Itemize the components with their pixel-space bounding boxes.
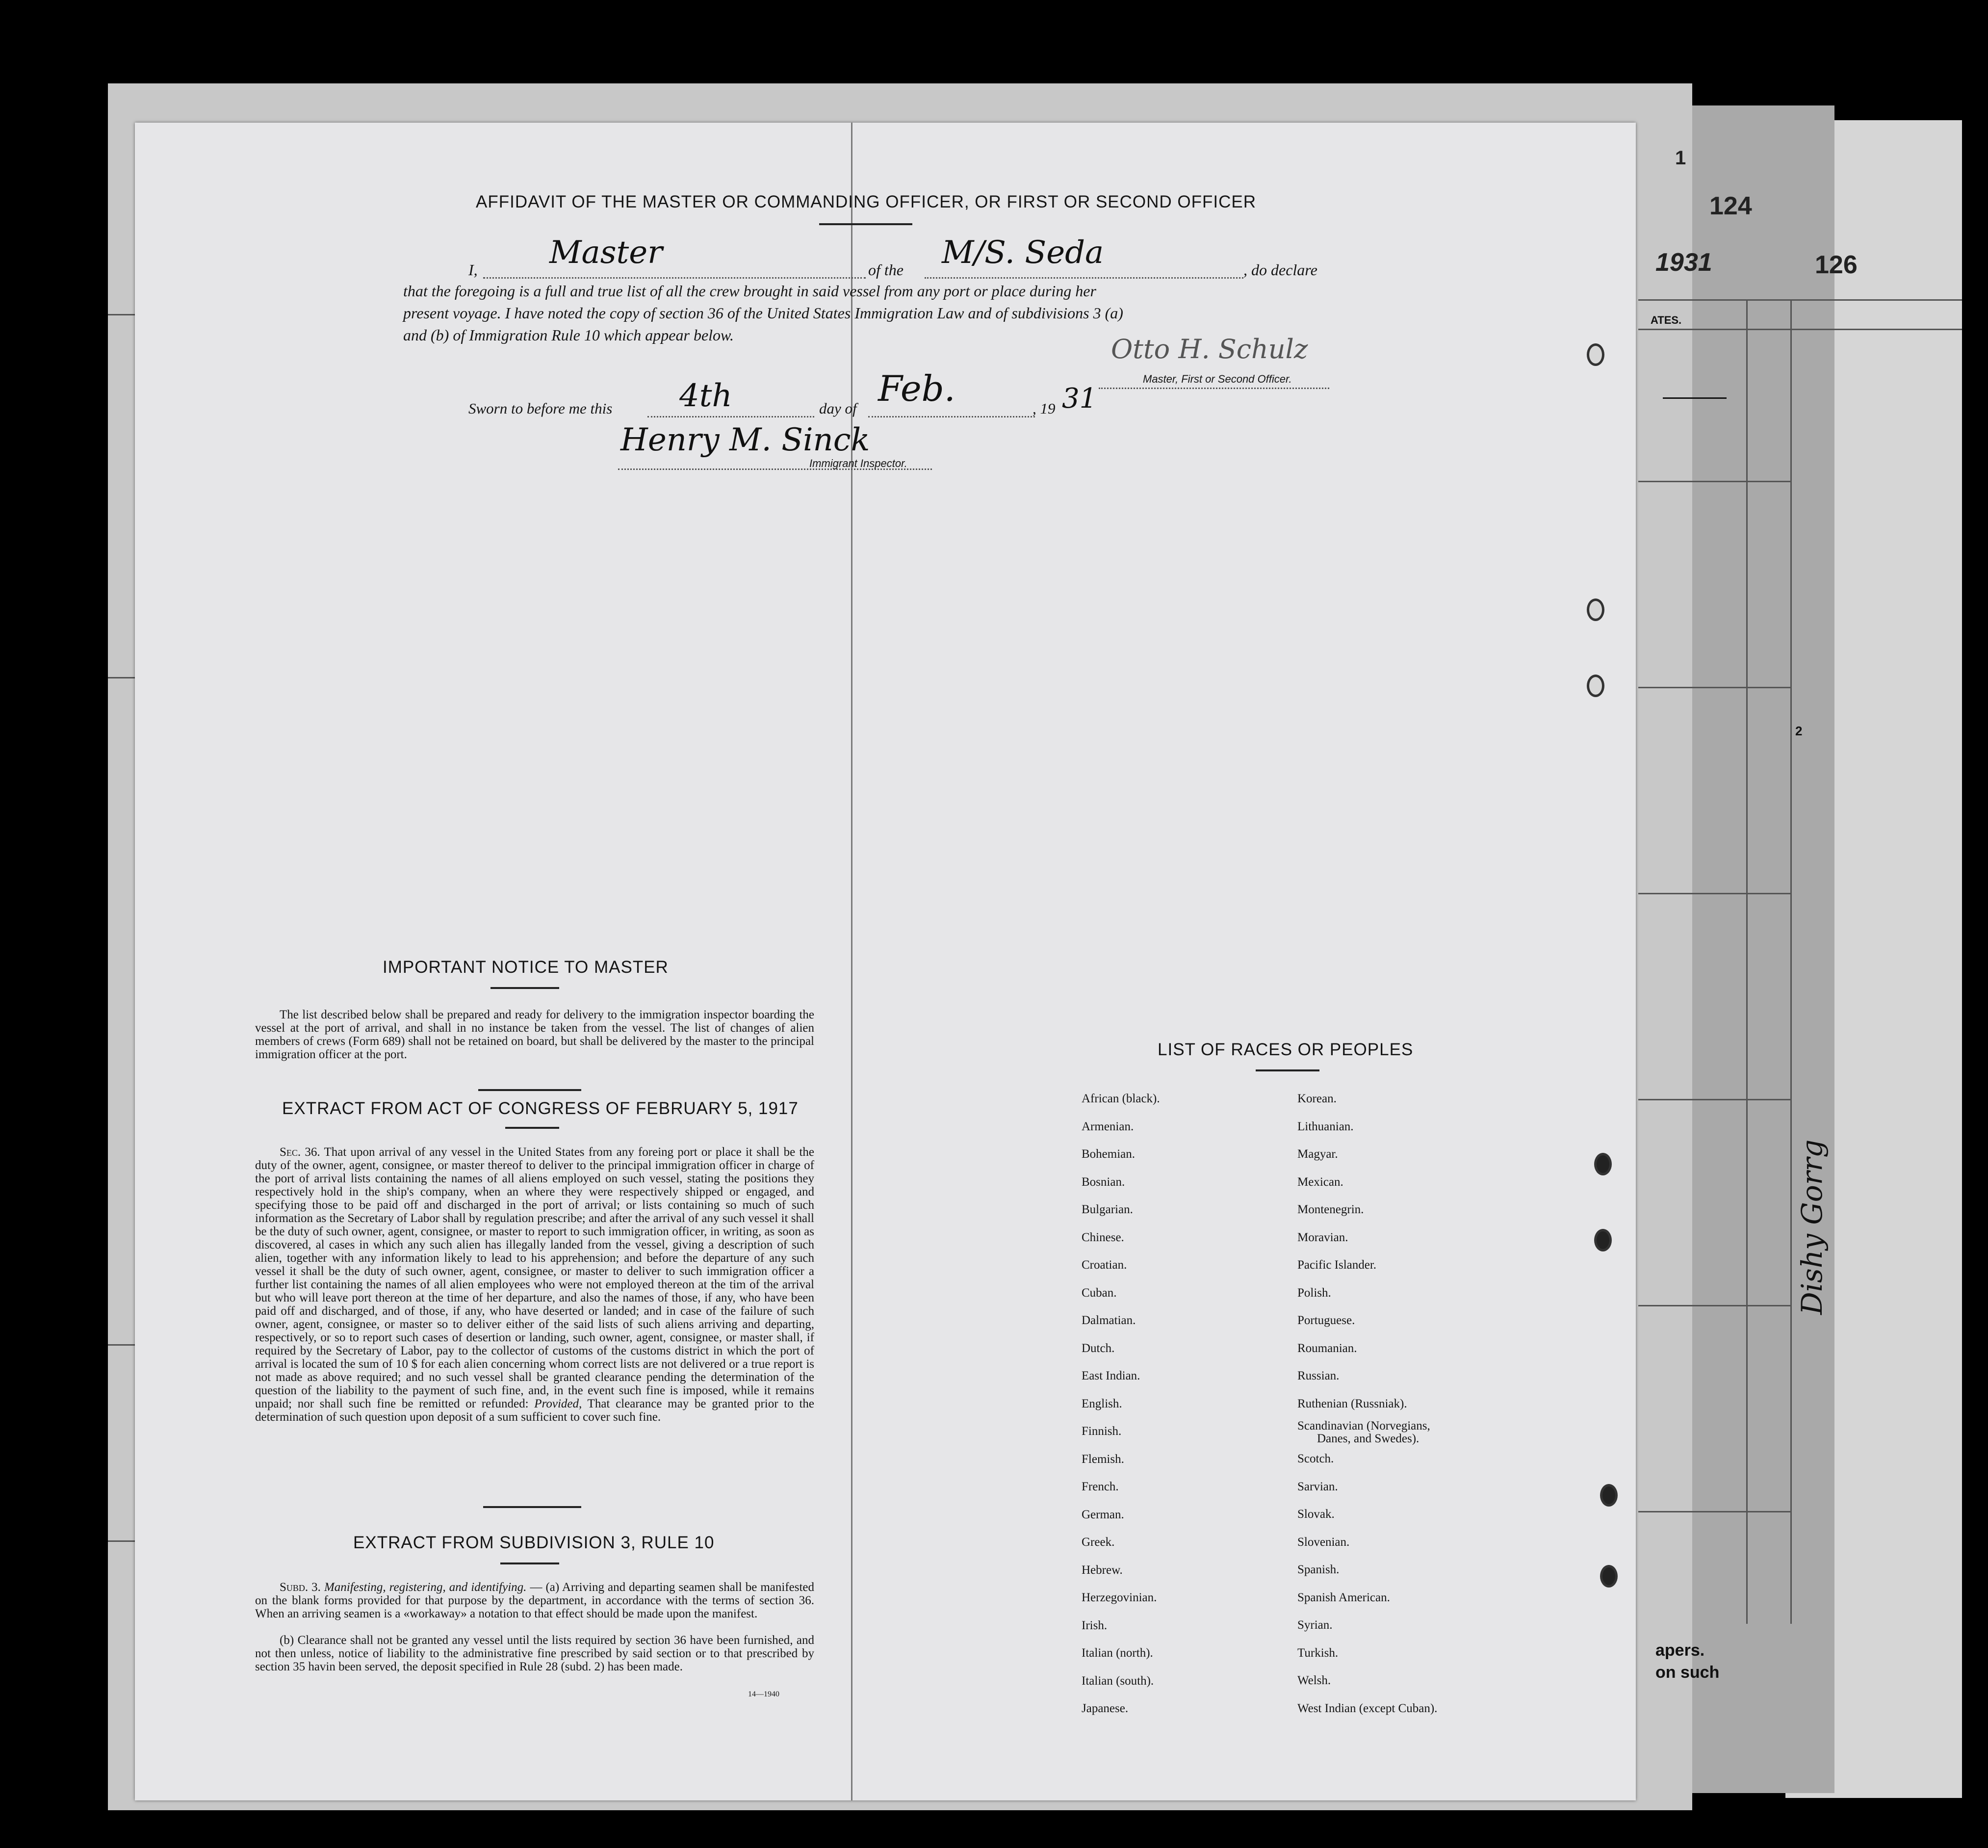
races-title: LIST OF RACES OR PEOPLES	[1158, 1040, 1414, 1059]
act-body	[255, 1145, 814, 1424]
race-item: East Indian.	[1082, 1369, 1140, 1382]
race-item: Spanish.	[1297, 1563, 1340, 1576]
race-item: French.	[1082, 1480, 1119, 1493]
races-right-column	[1297, 1085, 1437, 1722]
race-item: Pacific Islander.	[1297, 1258, 1377, 1272]
back-grid-line	[1638, 893, 1790, 894]
rule-subd-label: Subd. 3.	[280, 1581, 321, 1594]
race-item: Hebrew.	[1082, 1563, 1123, 1577]
race-item: Italian (south).	[1082, 1674, 1154, 1688]
race-item: Mexican.	[1297, 1175, 1343, 1189]
back-number-1: 1	[1675, 147, 1686, 169]
race-item: Japanese.	[1082, 1702, 1129, 1715]
race-item: Turkish.	[1297, 1646, 1339, 1660]
binder-hole	[1594, 1153, 1612, 1175]
binder-hole	[1587, 599, 1604, 621]
binder-hole	[1600, 1484, 1618, 1507]
binder-hole	[1587, 675, 1604, 697]
affidavit-line-3: present voyage. I have noted the copy of section 36 of the United States Immigration Law and of subdivisions 3 (a)	[403, 304, 1123, 322]
race-item: Ruthenian (Russniak).	[1297, 1397, 1407, 1410]
officer-caption: Master, First or Second Officer.	[1143, 373, 1292, 385]
affidavit-of-the: of the	[868, 261, 904, 279]
month-blank-line	[868, 416, 1035, 417]
race-item: Finnish.	[1082, 1425, 1122, 1438]
act-title-rule	[505, 1127, 559, 1129]
rule-title: EXTRACT FROM SUBDIVISION 3, RULE 10	[353, 1533, 715, 1552]
day-blank-line	[647, 416, 814, 417]
back-grid-line	[1638, 1305, 1790, 1306]
race-item: Syrian.	[1297, 1618, 1333, 1632]
race-item: Polish.	[1297, 1286, 1331, 1300]
race-item: Dutch.	[1082, 1341, 1115, 1355]
race-item: Chinese.	[1082, 1230, 1124, 1244]
race-item: Slovak.	[1297, 1508, 1335, 1521]
day-handwriting: 4th	[679, 378, 732, 414]
race-item: Welsh.	[1297, 1674, 1331, 1687]
binder-hole	[1594, 1229, 1612, 1251]
sworn-day-of: day of	[819, 400, 857, 417]
race-item: Korean.	[1297, 1092, 1337, 1105]
month-handwriting: Feb.	[878, 368, 955, 409]
master-blank-line	[483, 277, 866, 279]
race-item: Italian (north).	[1082, 1646, 1153, 1660]
race-item: Bulgarian.	[1082, 1203, 1133, 1216]
race-item: West Indian (except Cuban).	[1297, 1701, 1438, 1715]
sworn-year-print: , 19	[1033, 400, 1056, 417]
year-handwriting: 31	[1062, 383, 1097, 415]
act-body-text: That upon arrival of any vessel in the United States from any foreing port or place it shall be the duty of the owner, agent, consignee, or master thereof to deliver to the principal immigration officer in charge of the port of arrival lists containing the names of all aliens employed on such vessel, stating the positions they respectively hold in the ship's company, when an where they were respectively shipped or engaged, and specifying those to be paid off and discharged in the port of arrival; or lists containing so much of such information as the Secretary of Labor shall by regulation prescribe; and after the arrival of any such vessel it shall be the duty of such owner, agent, consignee, or master to report to such immigration officer, in writing, as soon as discovered, al cases in which any such alien has illegally landed from the vessel, giving a description of such alien, together with any information likely to lead to his apprehension; and before the departure of any such vessel it shall be the duty of such owner, agent, consignee, or master to deliver to such immigration officer a further list containing the names of all alien employees who were not employed thereon at the tim of the arrival but who will leave port thereon at the time of her departure, and also the names of those, if any, who have been paid off and discharged, and of those, if any, who have deserted or landed; and in case of the failure of such owner, agent, consignee, or master so to deliver either of the said lists of such aliens arriving and departing, respectively, or so to report such cases of desertion or landing, such owner, agent, consignee, or master shall, if required by the Secretary of Labor, pay to the collector of customs of the customs district in which the port of arrival is located the sum of 10 $ for each alien concerning whom correct lists are not delivered or a true report is not made as above required; and no such vessel shall be granted clearance pending the determination of the question of the liability to the payment of such fine, and, in the event such fine is imposed, while it remains unpaid; nor shall such fine be remitted or refunded:	[255, 1145, 814, 1410]
race-item: Montenegrin.	[1297, 1203, 1364, 1216]
rule-subd-heading: Manifesting, registering, and identifying.	[324, 1581, 527, 1594]
affidavit-do-declare: , do declare	[1243, 261, 1317, 279]
back-grid-line	[1790, 299, 1792, 1624]
back-grid-line	[1638, 329, 1962, 330]
races-rule	[1256, 1069, 1319, 1071]
back-number-126: 126	[1815, 251, 1858, 279]
ledger-line	[108, 314, 137, 315]
rule-para-a	[255, 1581, 814, 1620]
race-item: Portuguese.	[1297, 1314, 1355, 1327]
race-item: Cuban.	[1082, 1286, 1117, 1300]
ledger-line	[108, 1344, 137, 1346]
race-item: Flemish.	[1082, 1452, 1124, 1466]
act-sec-label: Sec. 36.	[280, 1145, 320, 1159]
race-item: Moravian.	[1297, 1230, 1348, 1244]
back-mark: 2	[1795, 724, 1803, 738]
race-item: Greek.	[1082, 1536, 1115, 1549]
officer-signature: Otto H. Schulz	[1111, 334, 1308, 364]
race-item: Croatian.	[1082, 1258, 1127, 1272]
back-papers-line-2: on such	[1655, 1663, 1720, 1682]
back-grid-line	[1638, 1511, 1790, 1512]
sworn-text: Sworn to before me this	[468, 400, 613, 417]
race-item: Bosnian.	[1082, 1175, 1125, 1189]
notice-body: The list described below shall be prepared and ready for delivery to the immigration inspector boarding the vessel at the port of arrival, and shall in no instance be taken from the vessel. The list of changes of alien members of crews (Form 689) shall not be retained on board, but shall be delivered by the master to the principal immigration officer at the port.	[255, 1008, 814, 1061]
ledger-line	[108, 1540, 137, 1542]
back-grid-line	[1638, 1099, 1790, 1100]
rule-para-a-text: — (a) Arriving and departing seamen shall be manifested on the blank forms provided for that purpose by the department, in accordance with the terms of section 36. When an arriving seamen is a «workaway» a notation to that effect should be made upon the manifest.	[255, 1581, 815, 1620]
act-top-rule	[478, 1089, 581, 1091]
race-item: Magyar.	[1297, 1147, 1338, 1161]
race-item: Lithuanian.	[1297, 1119, 1354, 1133]
race-item: Armenian.	[1082, 1119, 1134, 1133]
vessel-handwriting: M/S. Seda	[942, 234, 1104, 271]
race-item: African (black).	[1082, 1092, 1160, 1105]
race-item: Bohemian.	[1082, 1147, 1136, 1161]
ledger-line	[108, 677, 137, 678]
race-item-line-2: Danes, and Swedes).	[1317, 1432, 1420, 1445]
back-year: 1931	[1655, 248, 1712, 277]
race-item	[1297, 1418, 1437, 1445]
race-item: Russian.	[1297, 1369, 1340, 1382]
rule-para-b: (b) Clearance shall not be granted any vessel until the lists required by section 36 have been furnished, and not then unless, notice of liability to the administrative fine prescribed by said section or to that prescribed by section 35 havin been served, the deposit specified in Rule 28 (subd. 2) has been made.	[255, 1634, 814, 1673]
race-item: German.	[1082, 1508, 1124, 1521]
race-item: English.	[1082, 1397, 1122, 1410]
binder-hole	[1587, 343, 1604, 366]
affidavit-line-2: that the foregoing is a full and true list of all the crew brought in said vessel from any port or place during her	[403, 282, 1096, 300]
race-item: Slovenian.	[1297, 1535, 1350, 1549]
back-mark-line	[1663, 397, 1727, 399]
officer-signature-line	[1099, 388, 1329, 389]
affidavit-line-4: and (b) of Immigration Rule 10 which appear below.	[403, 326, 734, 344]
binder-hole	[1600, 1565, 1618, 1588]
race-item: Herzegovinian.	[1082, 1591, 1157, 1604]
master-handwriting: Master	[549, 234, 663, 271]
race-item: Spanish American.	[1297, 1590, 1390, 1604]
back-grid-line	[1638, 481, 1790, 482]
race-item: Irish.	[1082, 1618, 1108, 1632]
back-grid-line	[1638, 687, 1790, 688]
inspector-signature: Henry M. Sinck	[620, 422, 870, 458]
back-papers-line-1: apers.	[1655, 1641, 1705, 1660]
race-item: Roumanian.	[1297, 1341, 1357, 1355]
act-title: EXTRACT FROM ACT OF CONGRESS OF FEBRUARY 5, 1917	[282, 1099, 799, 1118]
affidavit-i: I,	[468, 261, 478, 279]
act-bottom-rule	[483, 1506, 581, 1508]
race-item: Sarvian.	[1297, 1480, 1338, 1493]
back-side-handwriting: Dishy Gorrg	[1795, 1139, 1829, 1315]
back-column-head: ATES.	[1651, 314, 1682, 326]
act-provided: Provided,	[534, 1397, 582, 1410]
page-fold	[851, 123, 852, 1800]
title-rule	[819, 223, 912, 225]
race-item: Scotch.	[1297, 1452, 1334, 1465]
inspector-caption: Immigrant Inspector.	[809, 457, 907, 469]
race-item: Dalmatian.	[1082, 1314, 1136, 1327]
form-number: 14—1940	[748, 1690, 779, 1698]
back-grid-line	[1746, 299, 1748, 1624]
notice-rule	[491, 987, 559, 989]
vessel-blank-line	[925, 277, 1243, 279]
affidavit-title: AFFIDAVIT OF THE MASTER OR COMMANDING OFFICER, OR FIRST OR SECOND OFFICER	[476, 192, 1257, 211]
back-number-124: 124	[1709, 192, 1752, 220]
act-body-end: That clearance may be granted prior to the determination of such question upon deposit of a sum sufficient to cover such fine.	[255, 1397, 814, 1424]
notice-title: IMPORTANT NOTICE TO MASTER	[383, 958, 669, 977]
back-grid-line	[1638, 299, 1962, 301]
rule-title-rule	[500, 1562, 559, 1564]
races-left-column	[1082, 1085, 1160, 1723]
race-item-line-1: Scandinavian (Norvegians,	[1297, 1419, 1430, 1432]
